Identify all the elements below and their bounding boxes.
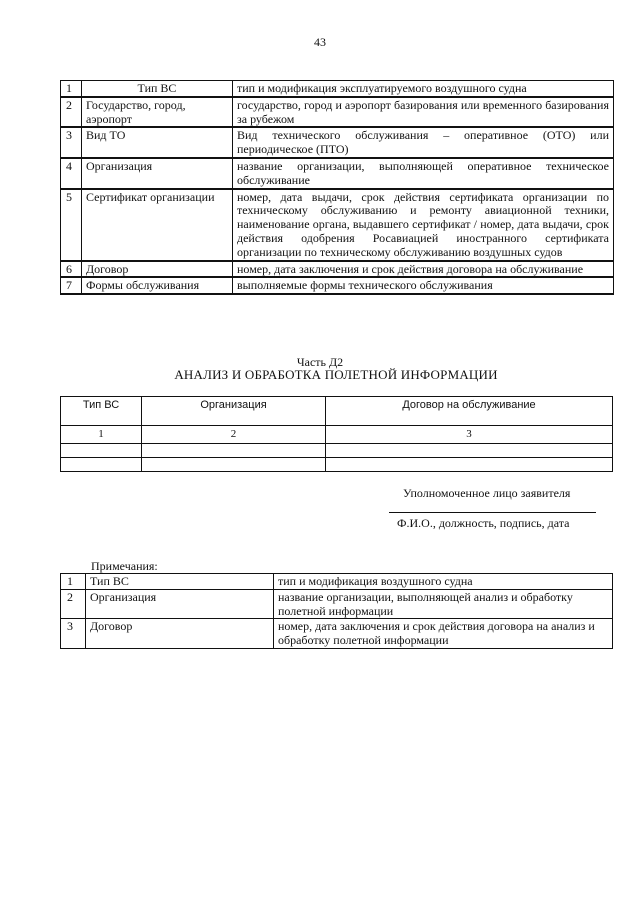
table-row [61,426,613,444]
empty-cell [61,443,142,457]
empty-cell [326,457,613,471]
column-header: Организация [142,397,326,426]
table-row [61,619,613,649]
page-number: 43 [314,35,326,49]
row-number: 2 [61,589,86,619]
row-number: 6 [61,261,82,278]
field-description: тип и модификация эксплуатируемого воздушного судна [233,81,614,97]
field-description: Вид технического обслуживания – оперативное (ОТО) или периодическое (ПТО) [233,127,614,158]
table-row [61,277,614,294]
field-description: номер, дата заключения и срок действия договора на анализ и обработку полетной информации [274,619,613,649]
field-name: Сертификат организации [82,189,233,261]
field-name: Тип ВС [86,574,274,590]
column-header: Договор на обслуживание [326,397,613,426]
row-number: 1 [61,81,82,97]
table-row [61,574,613,590]
column-number: 1 [61,426,142,444]
row-number: 7 [61,277,82,294]
table-header-row [61,397,613,426]
empty-cell [142,443,326,457]
field-name: Формы обслуживания [82,277,233,294]
field-description: номер, дата выдачи, срок действия сертификата организации по техническому обслуживанию и ремонту авиационной техники, наименование органа, выдавшего сертификат / номер, дата выдачи, срок действия одобрения Росавиацией иностранного сертификата организации по техническому обслуживанию воздушных судов [233,189,614,261]
field-name: Вид ТО [82,127,233,158]
field-description: тип и модификация воздушного судна [274,574,613,590]
table-row [61,127,614,158]
row-number: 1 [61,574,86,590]
empty-cell [326,443,613,457]
table-row [61,81,614,97]
row-number: 3 [61,127,82,158]
signature-line [389,512,596,513]
aircraft-fields-table [60,80,614,295]
field-description: выполняемые формы технического обслуживания [233,277,614,294]
part-label: Часть Д2 [296,355,344,369]
field-description: название организации, выполняющей оперативное техническое обслуживание [233,158,614,189]
field-description: номер, дата заключения и срок действия договора на обслуживание [233,261,614,278]
row-number: 4 [61,158,82,189]
column-header: Тип ВС [61,397,142,426]
column-number: 3 [326,426,613,444]
field-description: название организации, выполняющей анализ и обработку полетной информации [274,589,613,619]
field-name: Организация [82,158,233,189]
table-row [61,189,614,261]
table-row [61,589,613,619]
field-name: Тип ВС [82,81,233,97]
field-name: Договор [82,261,233,278]
table-row [61,261,614,278]
empty-cell [142,457,326,471]
part-title: АНАЛИЗ И ОБРАБОТКА ПОЛЕТНОЙ ИНФОРМАЦИИ [174,367,498,382]
field-name: Договор [86,619,274,649]
table-row [61,97,614,128]
flight-data-table [60,396,613,472]
column-number: 2 [142,426,326,444]
table-row [61,457,613,471]
row-number: 3 [61,619,86,649]
notes-title: Примечания: [91,559,158,573]
signatory-role: Уполномоченное лицо заявителя [403,486,571,500]
empty-cell [61,457,142,471]
notes-table [60,573,613,649]
field-description: государство, город и аэропорт базирования или временного базирования за рубежом [233,97,614,128]
table-row [61,158,614,189]
table-row [61,443,613,457]
row-number: 5 [61,189,82,261]
field-name: Организация [86,589,274,619]
signature-caption: Ф.И.О., должность, подпись, дата [397,516,570,530]
row-number: 2 [61,97,82,128]
field-name: Государство, город, аэропорт [82,97,233,128]
